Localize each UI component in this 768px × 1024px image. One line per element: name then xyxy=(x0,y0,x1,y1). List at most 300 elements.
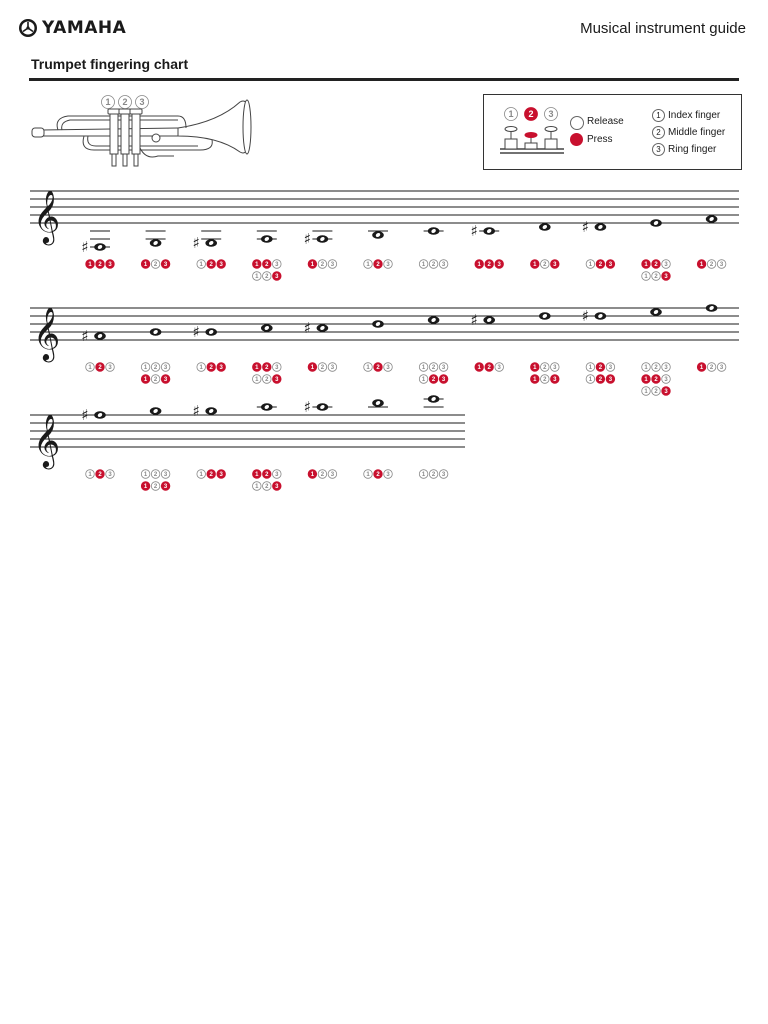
svg-text:1: 1 xyxy=(421,377,426,384)
valve-3 xyxy=(217,363,226,372)
svg-text:3: 3 xyxy=(664,377,668,384)
svg-text:2: 2 xyxy=(487,365,491,372)
svg-text:1: 1 xyxy=(255,472,259,479)
svg-text:2: 2 xyxy=(431,262,436,269)
staff-row-1 xyxy=(30,189,739,280)
note-3-7 xyxy=(419,395,448,478)
svg-text:1: 1 xyxy=(255,274,259,281)
valve-1 xyxy=(252,375,261,384)
staff-row-2 xyxy=(30,304,739,395)
svg-text:2: 2 xyxy=(654,377,658,384)
svg-text:3: 3 xyxy=(553,262,557,269)
valve-1 xyxy=(419,260,428,269)
note-1-2 xyxy=(141,231,170,268)
svg-text:1: 1 xyxy=(477,262,481,269)
fingering xyxy=(252,470,281,479)
press-label: Press xyxy=(587,134,613,145)
svg-text:1: 1 xyxy=(588,365,593,372)
valve-2 xyxy=(263,272,272,281)
fingering xyxy=(252,260,281,269)
svg-text:2: 2 xyxy=(209,262,213,269)
valve-1 xyxy=(419,375,428,384)
valve-1 xyxy=(197,363,206,372)
valve-3 xyxy=(495,363,504,372)
fingering xyxy=(86,470,115,479)
svg-text:1: 1 xyxy=(88,472,92,479)
fingering xyxy=(86,363,115,372)
svg-text:2: 2 xyxy=(376,365,380,372)
svg-text:1: 1 xyxy=(143,365,148,372)
svg-text:3: 3 xyxy=(441,262,446,269)
svg-text:3: 3 xyxy=(664,262,668,269)
fingering xyxy=(642,387,671,396)
svg-text:2: 2 xyxy=(487,262,491,269)
fingering xyxy=(86,260,115,269)
brand-name: YAMAHA xyxy=(42,18,127,38)
fingering xyxy=(586,375,615,384)
note-1-3 xyxy=(193,231,226,268)
fingering xyxy=(475,260,504,269)
treble-clef-icon: 𝄞 xyxy=(33,189,61,243)
valve-3 xyxy=(439,470,448,479)
valve-2 xyxy=(263,375,272,384)
svg-text:1: 1 xyxy=(199,472,203,479)
valve-3 xyxy=(328,363,337,372)
valve-2 xyxy=(96,470,105,479)
fingering xyxy=(697,363,726,372)
valve-3 xyxy=(384,470,393,479)
sharp-icon: ♯ xyxy=(581,218,590,236)
valve-1 xyxy=(252,363,261,372)
svg-text:3: 3 xyxy=(386,365,390,372)
finger-number-3: 3 xyxy=(652,143,665,156)
valve-1 xyxy=(308,470,317,479)
svg-text:1: 1 xyxy=(310,365,315,372)
svg-text:1: 1 xyxy=(366,262,370,269)
valve-1 xyxy=(642,375,651,384)
treble-clef-icon: 𝄞 xyxy=(33,306,61,360)
note-3-3 xyxy=(193,402,226,478)
svg-text:2: 2 xyxy=(320,472,325,479)
svg-text:2: 2 xyxy=(598,365,603,372)
svg-text:3: 3 xyxy=(163,377,168,384)
valve-2 xyxy=(151,260,160,269)
svg-text:3: 3 xyxy=(608,262,613,269)
fingering xyxy=(642,363,671,372)
svg-text:2: 2 xyxy=(320,365,325,372)
valve-3 xyxy=(606,375,615,384)
valve-3 xyxy=(662,363,671,372)
valve-1 xyxy=(531,260,540,269)
valve-3 xyxy=(384,363,393,372)
sharp-icon: ♯ xyxy=(303,319,312,337)
valve-1 xyxy=(364,470,373,479)
fingering xyxy=(141,375,170,384)
svg-text:3: 3 xyxy=(108,262,112,269)
valve-2 xyxy=(596,260,605,269)
valve-2 xyxy=(707,363,716,372)
valve-1 xyxy=(252,482,261,491)
valve-1 xyxy=(642,272,651,281)
valve-1 xyxy=(252,272,261,281)
fingering xyxy=(197,470,226,479)
valve-3 xyxy=(217,260,226,269)
svg-text:3: 3 xyxy=(330,262,335,269)
svg-text:3: 3 xyxy=(330,365,335,372)
svg-text:3: 3 xyxy=(553,377,557,384)
valve-1 xyxy=(86,470,95,479)
svg-text:3: 3 xyxy=(497,365,501,372)
svg-text:3: 3 xyxy=(553,365,557,372)
sharp-icon: ♯ xyxy=(81,327,89,345)
valve-1 xyxy=(697,363,706,372)
valve-1 xyxy=(141,260,150,269)
svg-text:1: 1 xyxy=(644,274,648,281)
valve-3 xyxy=(106,470,115,479)
svg-text:1: 1 xyxy=(366,472,370,479)
svg-text:3: 3 xyxy=(219,262,223,269)
valve-2 xyxy=(652,363,661,372)
note-1-11 xyxy=(642,219,671,280)
fingering xyxy=(252,375,281,384)
svg-text:3: 3 xyxy=(441,365,446,372)
valve-3 xyxy=(439,260,448,269)
valve-1 xyxy=(364,363,373,372)
valve-1 xyxy=(531,363,540,372)
svg-text:3: 3 xyxy=(497,262,501,269)
svg-text:3: 3 xyxy=(275,484,279,491)
valve-2 xyxy=(318,260,327,269)
svg-text:1: 1 xyxy=(508,109,514,120)
svg-text:1: 1 xyxy=(255,484,259,491)
treble-clef-icon: 𝄞 xyxy=(33,413,61,467)
valve-3 xyxy=(161,363,170,372)
fingering xyxy=(252,482,281,491)
note-2-3 xyxy=(193,323,226,371)
svg-text:1: 1 xyxy=(199,262,203,269)
fingering xyxy=(475,363,504,372)
valve-1 xyxy=(197,260,206,269)
valve-3 xyxy=(495,260,504,269)
svg-text:1: 1 xyxy=(255,262,259,269)
svg-text:3: 3 xyxy=(275,472,279,479)
svg-text:3: 3 xyxy=(664,389,668,396)
valve-1 xyxy=(141,375,150,384)
fingering xyxy=(308,363,337,372)
svg-text:3: 3 xyxy=(275,365,279,372)
fingering xyxy=(308,260,337,269)
valve-3 xyxy=(106,363,115,372)
svg-text:3: 3 xyxy=(219,472,223,479)
svg-text:1: 1 xyxy=(644,377,648,384)
svg-text:2: 2 xyxy=(598,262,603,269)
svg-text:2: 2 xyxy=(265,365,269,372)
fingering xyxy=(141,482,170,491)
valve-1 xyxy=(586,363,595,372)
fingering xyxy=(252,363,281,372)
valve-2 xyxy=(596,375,605,384)
svg-text:3: 3 xyxy=(275,274,279,281)
svg-text:2: 2 xyxy=(98,262,102,269)
fingering xyxy=(308,470,337,479)
finger-label-3: Ring finger xyxy=(668,144,717,155)
svg-text:3: 3 xyxy=(139,97,145,108)
valve-1 xyxy=(697,260,706,269)
valve-3 xyxy=(662,387,671,396)
valve-2 xyxy=(263,260,272,269)
svg-text:3: 3 xyxy=(441,472,446,479)
valve-3 xyxy=(606,260,615,269)
valve-2 xyxy=(207,260,216,269)
svg-text:3: 3 xyxy=(163,472,168,479)
svg-text:3: 3 xyxy=(608,377,613,384)
svg-text:2: 2 xyxy=(122,97,128,108)
svg-text:1: 1 xyxy=(310,262,315,269)
svg-text:3: 3 xyxy=(386,262,390,269)
svg-text:2: 2 xyxy=(265,472,269,479)
valve-2 xyxy=(263,470,272,479)
fingering xyxy=(364,363,393,372)
svg-text:3: 3 xyxy=(163,365,168,372)
svg-text:1: 1 xyxy=(533,377,537,384)
svg-text:2: 2 xyxy=(654,262,658,269)
valve-2 xyxy=(151,470,160,479)
note-2-7 xyxy=(419,316,448,383)
svg-text:2: 2 xyxy=(543,262,547,269)
svg-text:3: 3 xyxy=(664,274,668,281)
finger-label-2: Middle finger xyxy=(668,127,726,138)
note-1-8 xyxy=(471,222,504,268)
valve-3 xyxy=(717,363,726,372)
fingering xyxy=(531,375,560,384)
svg-text:2: 2 xyxy=(265,274,269,281)
fingering xyxy=(419,260,448,269)
note-1-1 xyxy=(81,231,114,268)
valve-3 xyxy=(273,260,282,269)
valve-1 xyxy=(141,482,150,491)
svg-text:1: 1 xyxy=(644,262,648,269)
valve-1 xyxy=(586,260,595,269)
svg-text:1: 1 xyxy=(421,472,426,479)
finger-number-1: 1 xyxy=(652,109,665,122)
note-2-11 xyxy=(642,308,671,395)
valve-3 xyxy=(217,470,226,479)
valve-3 xyxy=(328,260,337,269)
svg-text:3: 3 xyxy=(441,377,446,384)
svg-text:1: 1 xyxy=(533,262,537,269)
fingering xyxy=(419,375,448,384)
note-2-1 xyxy=(81,327,114,371)
note-3-2 xyxy=(141,407,170,490)
valve-3 xyxy=(551,375,560,384)
valve-2 xyxy=(263,363,272,372)
valve-3 xyxy=(273,363,282,372)
fingering xyxy=(141,470,170,479)
valve-1 xyxy=(197,470,206,479)
fingering xyxy=(141,260,170,269)
valve-3 xyxy=(439,363,448,372)
svg-text:2: 2 xyxy=(209,365,213,372)
valve-3 xyxy=(273,470,282,479)
valve-2 xyxy=(374,470,383,479)
note-2-2 xyxy=(141,328,170,383)
note-1-9 xyxy=(531,223,560,268)
valve-1 xyxy=(475,260,484,269)
svg-text:3: 3 xyxy=(548,109,554,120)
valve-3 xyxy=(161,260,170,269)
svg-text:2: 2 xyxy=(209,472,213,479)
valve-3 xyxy=(161,375,170,384)
svg-text:3: 3 xyxy=(108,365,112,372)
valve-1 xyxy=(252,260,261,269)
svg-text:2: 2 xyxy=(265,377,269,384)
valve-1 xyxy=(86,363,95,372)
valve-2 xyxy=(96,260,105,269)
fingering xyxy=(197,363,226,372)
sharp-icon: ♯ xyxy=(470,311,478,329)
valve-2 xyxy=(263,482,272,491)
svg-text:3: 3 xyxy=(719,262,724,269)
svg-text:1: 1 xyxy=(644,365,648,372)
valve-1 xyxy=(308,363,317,372)
svg-text:2: 2 xyxy=(376,262,380,269)
valve-3 xyxy=(161,470,170,479)
svg-text:2: 2 xyxy=(543,365,547,372)
valve-3 xyxy=(106,260,115,269)
fingering xyxy=(364,260,393,269)
note-3-1 xyxy=(81,406,114,478)
sharp-icon: ♯ xyxy=(192,234,200,252)
note-1-7 xyxy=(419,227,448,268)
svg-text:2: 2 xyxy=(153,365,158,372)
svg-text:1: 1 xyxy=(699,365,704,372)
note-1-4 xyxy=(252,231,281,280)
valve-2 xyxy=(429,260,438,269)
valve-3 xyxy=(161,482,170,491)
svg-text:1: 1 xyxy=(421,365,426,372)
svg-text:2: 2 xyxy=(265,262,269,269)
fingering xyxy=(419,363,448,372)
fingering xyxy=(586,260,615,269)
svg-text:1: 1 xyxy=(88,365,92,372)
svg-text:2: 2 xyxy=(709,365,714,372)
svg-text:2: 2 xyxy=(153,377,158,384)
valve-1 xyxy=(419,363,428,372)
staff-row-3 xyxy=(30,395,465,490)
svg-text:1: 1 xyxy=(255,377,259,384)
note-2-5 xyxy=(304,319,337,371)
svg-text:3: 3 xyxy=(386,472,390,479)
note-1-6 xyxy=(364,231,393,268)
svg-text:3: 3 xyxy=(608,365,613,372)
valve-1 xyxy=(308,260,317,269)
fingering xyxy=(642,272,671,281)
svg-text:1: 1 xyxy=(421,262,426,269)
valve-3 xyxy=(662,260,671,269)
valve-2 xyxy=(429,375,438,384)
valve-1 xyxy=(642,260,651,269)
valve-2 xyxy=(652,387,661,396)
note-2-12 xyxy=(697,304,726,371)
svg-text:1: 1 xyxy=(366,365,370,372)
svg-text:2: 2 xyxy=(376,472,380,479)
valve-3 xyxy=(662,272,671,281)
valve-2 xyxy=(429,363,438,372)
svg-text:3: 3 xyxy=(163,484,168,491)
svg-text:3: 3 xyxy=(275,262,279,269)
fingering xyxy=(697,260,726,269)
svg-text:2: 2 xyxy=(431,472,436,479)
fingering xyxy=(364,470,393,479)
valve-3 xyxy=(551,363,560,372)
svg-text:1: 1 xyxy=(143,472,148,479)
sharp-icon: ♯ xyxy=(192,402,200,420)
valve-2 xyxy=(207,470,216,479)
valve-2 xyxy=(541,260,550,269)
svg-text:1: 1 xyxy=(199,365,203,372)
svg-text:2: 2 xyxy=(153,262,158,269)
valve-2 xyxy=(596,363,605,372)
fingering xyxy=(531,260,560,269)
fingering xyxy=(642,260,671,269)
valve-1 xyxy=(141,363,150,372)
svg-text:1: 1 xyxy=(699,262,704,269)
valve-2 xyxy=(652,260,661,269)
svg-text:1: 1 xyxy=(644,389,648,396)
svg-text:1: 1 xyxy=(143,377,148,384)
page-title: Trumpet fingering chart xyxy=(31,56,189,72)
fingering xyxy=(197,260,226,269)
guide-title: Musical instrument guide xyxy=(580,20,746,37)
valve-1 xyxy=(419,470,428,479)
note-1-10 xyxy=(582,218,615,268)
note-2-6 xyxy=(364,320,393,371)
valve-3 xyxy=(717,260,726,269)
svg-text:3: 3 xyxy=(219,365,223,372)
valve-2 xyxy=(374,363,383,372)
finger-number-2: 2 xyxy=(652,126,665,139)
svg-text:2: 2 xyxy=(654,365,658,372)
valve-3 xyxy=(273,375,282,384)
svg-text:1: 1 xyxy=(105,97,111,108)
sharp-icon: ♯ xyxy=(470,222,478,240)
note-2-8 xyxy=(471,311,504,371)
sharp-icon: ♯ xyxy=(81,406,89,424)
valve-1 xyxy=(642,387,651,396)
fingering xyxy=(252,272,281,281)
fingering xyxy=(642,375,671,384)
svg-text:1: 1 xyxy=(143,262,148,269)
svg-text:1: 1 xyxy=(310,472,315,479)
valve-3 xyxy=(384,260,393,269)
valve-2 xyxy=(318,363,327,372)
svg-text:2: 2 xyxy=(153,472,158,479)
valve-1 xyxy=(252,470,261,479)
release-label: Release xyxy=(587,116,624,127)
valve-1 xyxy=(531,375,540,384)
svg-text:1: 1 xyxy=(588,377,593,384)
note-1-5 xyxy=(304,230,337,268)
svg-text:1: 1 xyxy=(588,262,593,269)
fingering xyxy=(419,470,448,479)
valve-2 xyxy=(541,363,550,372)
sharp-icon: ♯ xyxy=(81,238,89,256)
svg-text:2: 2 xyxy=(543,377,547,384)
svg-text:2: 2 xyxy=(654,274,658,281)
valve-1 xyxy=(141,470,150,479)
sharp-icon: ♯ xyxy=(581,307,590,325)
valve-2 xyxy=(707,260,716,269)
